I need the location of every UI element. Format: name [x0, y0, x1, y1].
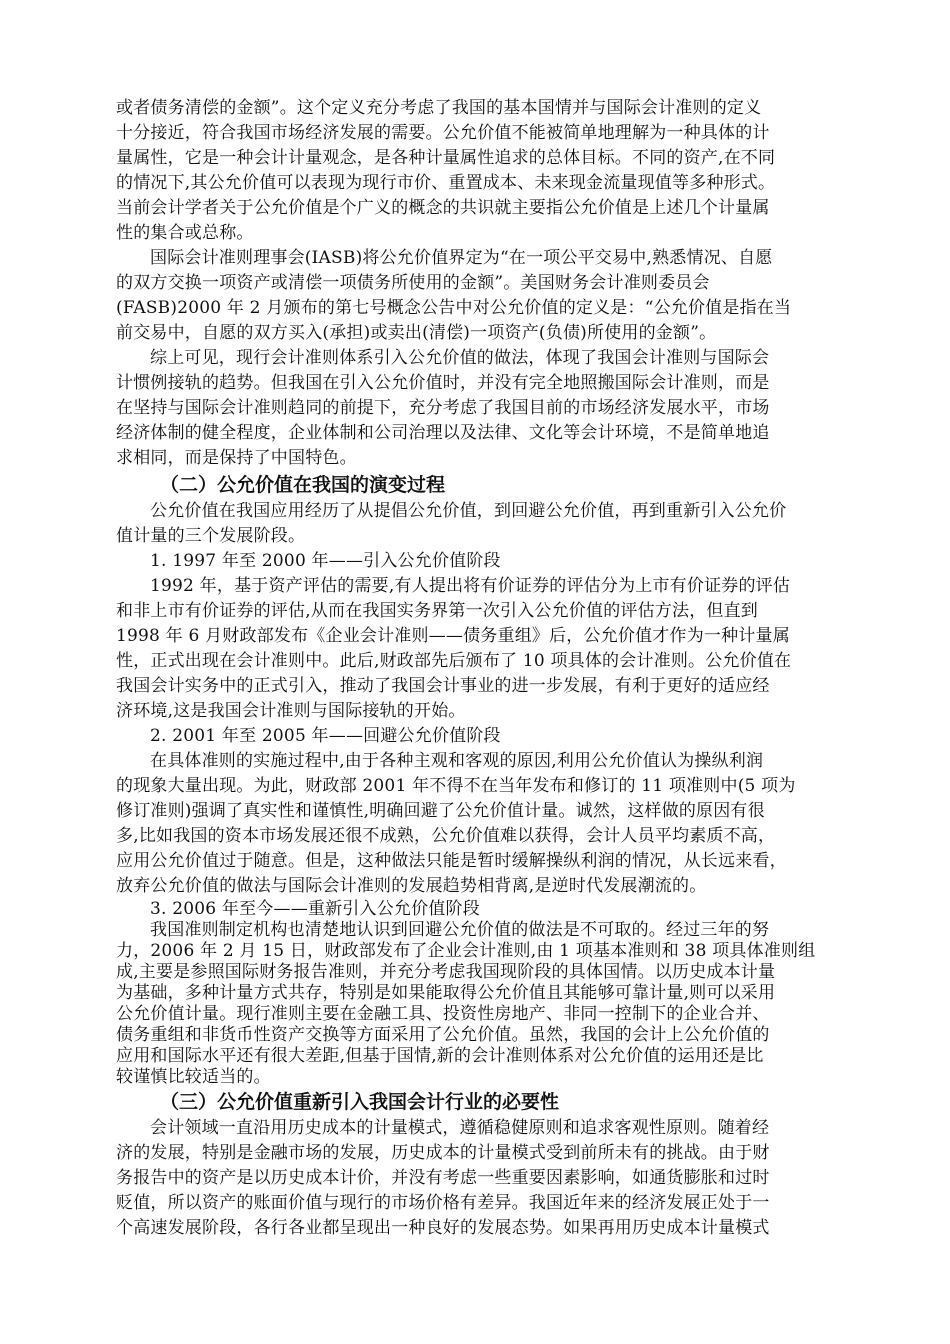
text-line: 和非上市有价证券的评估,从而在我国实务界第一次引入公允价值的评估方法，但直到 — [116, 601, 759, 621]
text-line: 的现象大量出现。为此，财政部 2001 年不得不在当年发布和修订的 11 项准则中(5 项为 — [116, 776, 796, 796]
text-line: 个高速发展阶段，各行各业都呈现出一种良好的发展态势。如果再用历史成本计量模式 — [116, 1218, 770, 1238]
text-line: 较谨慎比较适当的。 — [116, 1067, 271, 1087]
text-line: 在坚持与国际会计准则趋同的前提下，充分考虑了我国目前的市场经济发展水平，市场 — [116, 398, 770, 418]
text-line: 贬值，所以资产的账面价值与现行的市场价格有差异。我国近年来的经济发展正处于一 — [116, 1193, 770, 1213]
text-line: 前交易中，自愿的双方买入(承担)或卖出(清偿)一项资产(负债)所使用的金额”。 — [116, 323, 717, 343]
stage-title-3: 3. 2006 年至今——重新引入公允价值阶段 — [150, 899, 480, 919]
text-line: 债务重组和非货币性资产交换等方面采用了公允价值。虽然，我国的会计上公允价值的 — [116, 1025, 770, 1045]
paragraph-evolution-intro — [116, 499, 868, 549]
text-line: 在具体准则的实施过程中,由于各种主观和客观的原因,利用公允价值认为操纵利润 — [150, 751, 764, 771]
text-line: 性的集合或总称。 — [116, 223, 254, 243]
text-line: 应用和国际水平还有很大差距,但基于国情,新的会计准则体系对公允价值的运用还是比 — [116, 1046, 764, 1066]
text-line: 量属性，它是一种会计计量观念，是各种计量属性追求的总体目标。不同的资产,在不同 — [116, 148, 776, 168]
text-line: 或者债务清偿的金额”。这个定义充分考虑了我国的基本国情并与国际会计准则的定义 — [116, 98, 762, 118]
text-line: 公允价值计量。现行准则主要在金融工具、投资性房地产、非同一控制下的企业合并、 — [116, 1004, 770, 1024]
paragraph-definition — [116, 96, 868, 246]
text-line: 成,主要是参照国际财务报告准则，并充分考虑我国现阶段的具体国情。以历史成本计量 — [116, 962, 776, 982]
text-line: 经济体制的健全程度，企业体制和公司治理以及法律、文化等会计环境，不是简单地追 — [116, 423, 770, 443]
text-line: 济的发展，特别是金融市场的发展，历史成本的计量模式受到前所未有的挑战。由于财 — [116, 1143, 770, 1163]
text-line: 1992 年，基于资产评估的需要,有人提出将有价证券的评估分为上市有价证券的评估 — [150, 576, 791, 596]
paragraph-stage-2 — [116, 749, 868, 899]
text-line: 我国会计实务中的正式引入，推动了我国会计事业的进一步发展，有利于更好的适应经 — [116, 676, 770, 696]
stage-title-2: 2. 2001 年至 2005 年——回避公允价值阶段 — [150, 726, 501, 746]
text-line: 为基础，多种计量方式共存，特别是如果能取得公允价值且其能够可靠计量,则可以采用 — [116, 983, 776, 1003]
paragraph-stage-3 — [116, 920, 868, 1088]
text-line: 放弃公允价值的做法与国际会计准则的发展趋势相背离,是逆时代发展潮流的。 — [116, 876, 707, 896]
section-heading-evolution: （二）公允价值在我国的演变过程 — [160, 474, 446, 496]
text-line: 当前会计学者关于公允价值是个广义的概念的共识就主要指公允价值是上述几个计量属 — [116, 198, 770, 218]
text-line: 的情况下,其公允价值可以表现为现行市价、重置成本、未来现金流量现值等多种形式。 — [116, 173, 776, 193]
text-line: 会计领域一直沿用历史成本的计量模式，遵循稳健原则和追求客观性原则。随着经 — [150, 1118, 770, 1138]
text-line: 十分接近，符合我国市场经济发展的需要。公允价值不能被简单地理解为一种具体的计 — [116, 123, 770, 143]
text-line: 综上可见，现行会计准则体系引入公允价值的做法，体现了我国会计准则与国际会 — [150, 348, 770, 368]
text-line: 公允价值在我国应用经历了从提倡公允价值，到回避公允价值，再到重新引入公允价 — [150, 501, 787, 521]
stage-title-1: 1. 1997 年至 2000 年——引入公允价值阶段 — [150, 551, 501, 571]
text-line: 力，2006 年 2 月 15 日，财政部发布了企业会计准则,由 1 项基本准则和 38 项具体准则组 — [116, 941, 816, 961]
text-line: 求相同，而是保持了中国特色。 — [116, 448, 357, 468]
text-line: 的双方交换一项资产或清偿一项债务所使用的金额”。美国财务会计准则委员会 — [116, 273, 710, 293]
text-line: 务报告中的资产是以历史成本计价，并没有考虑一些重要因素影响，如通货膨胀和过时 — [116, 1168, 770, 1188]
text-line: 修订准则)强调了真实性和谨慎性,明确回避了公允价值计量。诚然，这样做的原因有很 — [116, 801, 765, 821]
text-line: 多,比如我国的资本市场发展还很不成熟，公允价值难以获得，会计人员平均素质不高， — [116, 826, 776, 846]
paragraph-stage-1 — [116, 574, 868, 724]
text-line: 1998 年 6 月财政部发布《企业会计准则——债务重组》后，公允价值才作为一种计量属 — [116, 626, 790, 646]
paragraph-summary — [116, 346, 868, 471]
section-heading-necessity: （三）公允价值重新引入我国会计行业的必要性 — [160, 1091, 560, 1113]
text-line: 我国准则制定机构也清楚地认识到回避公允价值的做法是不可取的。经过三年的努 — [150, 920, 770, 940]
text-line: 性，正式出现在会计准则中。此后,财政部先后颁布了 10 项具体的会计准则。公允价值在 — [116, 651, 792, 671]
paragraph-iasb-fasb — [116, 246, 868, 346]
text-line: (FASB)2000 年 2 月颁布的第七号概念公告中对公允价值的定义是：“公允价值是指在当 — [116, 298, 792, 318]
document-page — [116, 96, 868, 1241]
paragraph-necessity — [116, 1116, 868, 1241]
text-line: 济环境,这是我国会计准则与国际接轨的开始。 — [116, 701, 466, 721]
text-line: 计惯例接轨的趋势。但我国在引入公允价值时，并没有完全地照搬国际会计准则，而是 — [116, 373, 770, 393]
text-line: 国际会计准则理事会(IASB)将公允价值界定为“在一项公平交易中,熟悉情况、自愿 — [150, 248, 773, 268]
text-line: 值计量的三个发展阶段。 — [116, 526, 306, 546]
text-line: 应用公允价值过于随意。但是，这种做法只能是暂时缓解操纵利润的情况，从长远来看， — [116, 851, 787, 871]
